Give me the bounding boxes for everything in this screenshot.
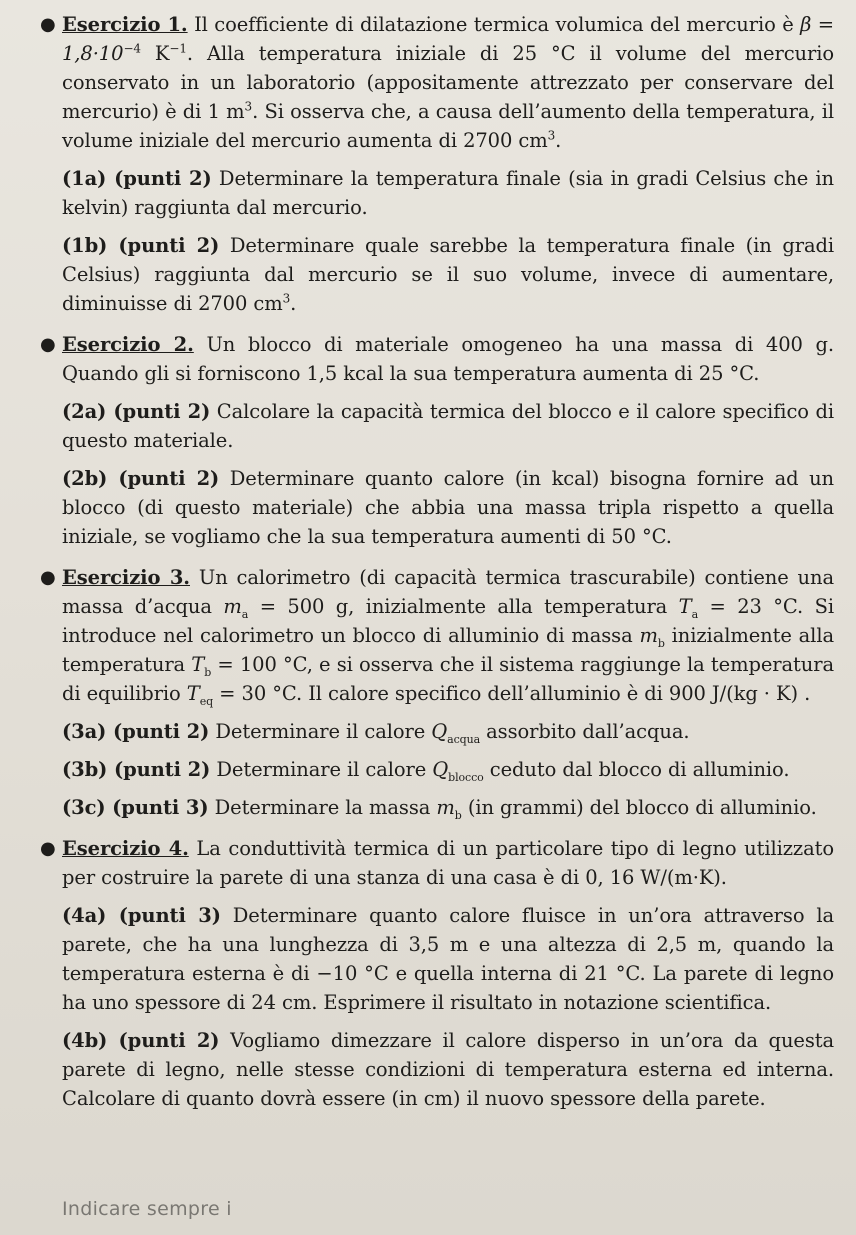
- exercise-3-heading: Esercizio 3.: [62, 566, 190, 589]
- question-2a: (2a) (punti 2) Calcolare la capacità termica del blocco e il calore specifico di questo materiale.: [62, 400, 834, 452]
- question-4a: (4a) (punti 3) Determinare quanto calore fluisce in un’ora attraverso la parete, che ha una lunghezza di 3,5 m e una altezza di 2,5 m, quando la temperatura esterna è di −10 °C e quella interna di 21 °C. La parete di legno ha uno spessore di 24 cm. Esprimere il risultato in notazione scientifica.: [62, 904, 835, 1014]
- question-1a: (1a) (punti 2) Determinare la temperatura finale (sia in gradi Celsius che in kelvin) raggiunta dal mercurio.: [62, 167, 835, 219]
- exercise-4-heading: Esercizio 4.: [62, 837, 189, 860]
- exercise-1-intro: Esercizio 1. Il coefficiente di dilatazione termica volumica del mercurio è $\beta = 1,8\cdot 10^{-4}$ $K^{-1}$. Alla temperatura iniziale di 25 °C il volume del mercurio conservato in un laboratorio (appositamente attrezzato per conservare del mercurio) è di 1 $m^3$. Si osserva che, a causa dell’aumento della temperatura, il volume iniziale del mercurio aumenta di 2700 $cm^3$.: [62, 13, 834, 152]
- question-4b: (4b) (punti 2) Vogliamo dimezzare il calore disperso in un’ora da questa parete di legno, nelle stesse condizioni di temperatura esterna ed interna. Calcolare di quanto dovrà essere (in cm) il nuovo spessore della parete.: [62, 1029, 835, 1110]
- bullet-icon: ●: [40, 838, 56, 859]
- exercise-3: [40, 563, 835, 822]
- bullet-icon: ●: [40, 14, 56, 35]
- exercise-2-heading: Esercizio 2.: [62, 333, 194, 356]
- exercise-1-heading: Esercizio 1.: [62, 13, 188, 36]
- exercise-1: [40, 10, 835, 318]
- bullet-icon: ●: [40, 567, 56, 588]
- exercise-4-intro: Esercizio 4. La conduttività termica di un particolare tipo di legno utilizzato per costruire la parete di una stanza di una casa è di 0, 16 W/(m·K).: [62, 837, 834, 889]
- beta-formula: β = 1,8·10: [62, 13, 834, 65]
- bullet-icon: ●: [40, 334, 56, 355]
- question-3b: (3b) (punti 2) Determinare il calore $Q_{blocco}$ ceduto dal blocco di alluminio.: [62, 758, 790, 784]
- exercise-2-intro: Esercizio 2. Un blocco di materiale omogeneo ha una massa di 400 g. Quando gli si forniscono 1,5 kcal la sua temperatura aumenta di 25 °C.: [62, 333, 834, 385]
- exercise-3-intro: Esercizio 3. Un calorimetro (di capacità termica trascurabile) contiene una massa d’acqua $m_a = 500$ g, inizialmente alla temperatura $T_a = 23$ °C. Si introduce nel calorimetro un blocco di alluminio di massa $m_b$ inizialmente alla temperatura $T_b = 100$ °C, e si osserva che il sistema raggiunge la temperatura di equilibrio $T_{eq} = 30$ °C. Il calore specifico dell’alluminio è di 900 J/(kg · K) .: [62, 566, 835, 708]
- question-3c: (3c) (punti 3) Determinare la massa $m_b$ (in grammi) del blocco di alluminio.: [62, 796, 817, 822]
- question-2b: (2b) (punti 2) Determinare quanto calore (in kcal) bisogna fornire ad un blocco (di questo materiale) che abbia una massa tripla rispetto a quella iniziale, se vogliamo che la sua temperatura aumenti di 50 °C.: [62, 467, 834, 548]
- exercise-2: [40, 330, 834, 551]
- footer-note: Indicare sempre i: [62, 1198, 232, 1220]
- question-3a: (3a) (punti 2) Determinare il calore $Q_{acqua}$ assorbito dall’acqua.: [62, 720, 690, 746]
- exercise-4: [40, 834, 835, 1113]
- question-1b: (1b) (punti 2) Determinare quale sarebbe la temperatura finale (in gradi Celsius) raggiunta dal mercurio se il suo volume, invece di aumentare, diminuisse di 2700 $cm^3$.: [62, 234, 834, 315]
